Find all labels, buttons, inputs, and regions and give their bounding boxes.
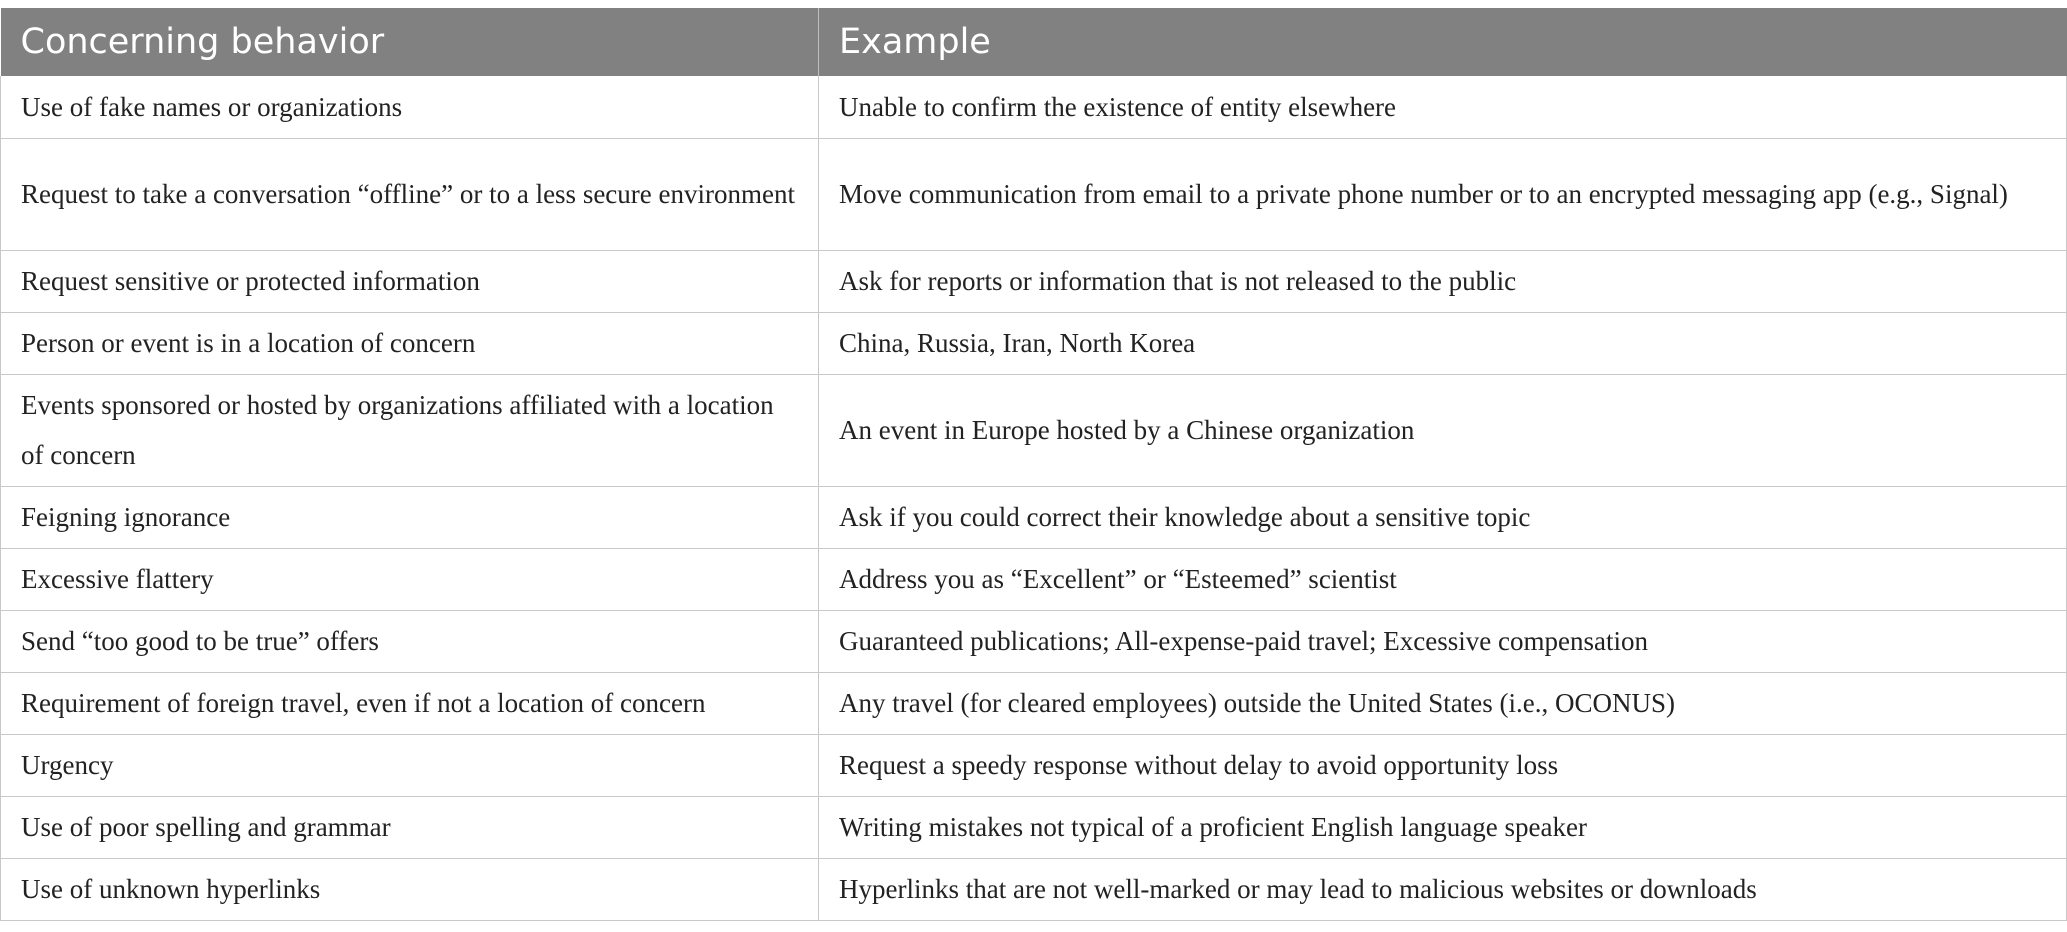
table-row [1, 796, 2067, 858]
example-cell: Writing mistakes not typical of a proficient English language speaker [819, 796, 2067, 858]
table-row [1, 374, 2067, 486]
column-header-behavior: Concerning behavior [1, 8, 819, 76]
example-cell: Ask for reports or information that is not released to the public [819, 250, 2067, 312]
table-row [1, 312, 2067, 374]
example-cell: An event in Europe hosted by a Chinese organization [819, 374, 2067, 486]
table-body [1, 76, 2067, 920]
behavior-cell: Use of unknown hyperlinks [1, 858, 819, 920]
example-cell: Hyperlinks that are not well-marked or may lead to malicious websites or downloads [819, 858, 2067, 920]
concerning-behavior-table [0, 8, 2067, 921]
example-cell: Unable to confirm the existence of entity elsewhere [819, 76, 2067, 138]
behavior-cell: Events sponsored or hosted by organizations affiliated with a location of concern [1, 374, 819, 486]
table-row [1, 250, 2067, 312]
behavior-cell: Request sensitive or protected information [1, 250, 819, 312]
behavior-cell: Urgency [1, 734, 819, 796]
concerning-behavior-table-container [0, 8, 2066, 921]
table-row [1, 486, 2067, 548]
behavior-cell: Send “too good to be true” offers [1, 610, 819, 672]
table-header [1, 8, 2067, 76]
example-cell: Ask if you could correct their knowledge about a sensitive topic [819, 486, 2067, 548]
example-cell: Request a speedy response without delay to avoid opportunity loss [819, 734, 2067, 796]
example-cell: Address you as “Excellent” or “Esteemed” scientist [819, 548, 2067, 610]
example-cell: Guaranteed publications; All-expense-paid travel; Excessive compensation [819, 610, 2067, 672]
behavior-cell: Feigning ignorance [1, 486, 819, 548]
example-cell: China, Russia, Iran, North Korea [819, 312, 2067, 374]
table-row [1, 610, 2067, 672]
example-cell: Any travel (for cleared employees) outside the United States (i.e., OCONUS) [819, 672, 2067, 734]
behavior-cell: Excessive flattery [1, 548, 819, 610]
table-row [1, 672, 2067, 734]
table-row [1, 76, 2067, 138]
behavior-cell: Use of poor spelling and grammar [1, 796, 819, 858]
table-row [1, 548, 2067, 610]
table-row [1, 858, 2067, 920]
header-row [1, 8, 2067, 76]
table-row [1, 734, 2067, 796]
table-row [1, 138, 2067, 250]
example-cell: Move communication from email to a private phone number or to an encrypted messaging app (e.g., Signal) [819, 138, 2067, 250]
behavior-cell: Use of fake names or organizations [1, 76, 819, 138]
behavior-cell: Requirement of foreign travel, even if not a location of concern [1, 672, 819, 734]
behavior-cell: Request to take a conversation “offline” or to a less secure environment [1, 138, 819, 250]
behavior-cell: Person or event is in a location of concern [1, 312, 819, 374]
column-header-example: Example [819, 8, 2067, 76]
